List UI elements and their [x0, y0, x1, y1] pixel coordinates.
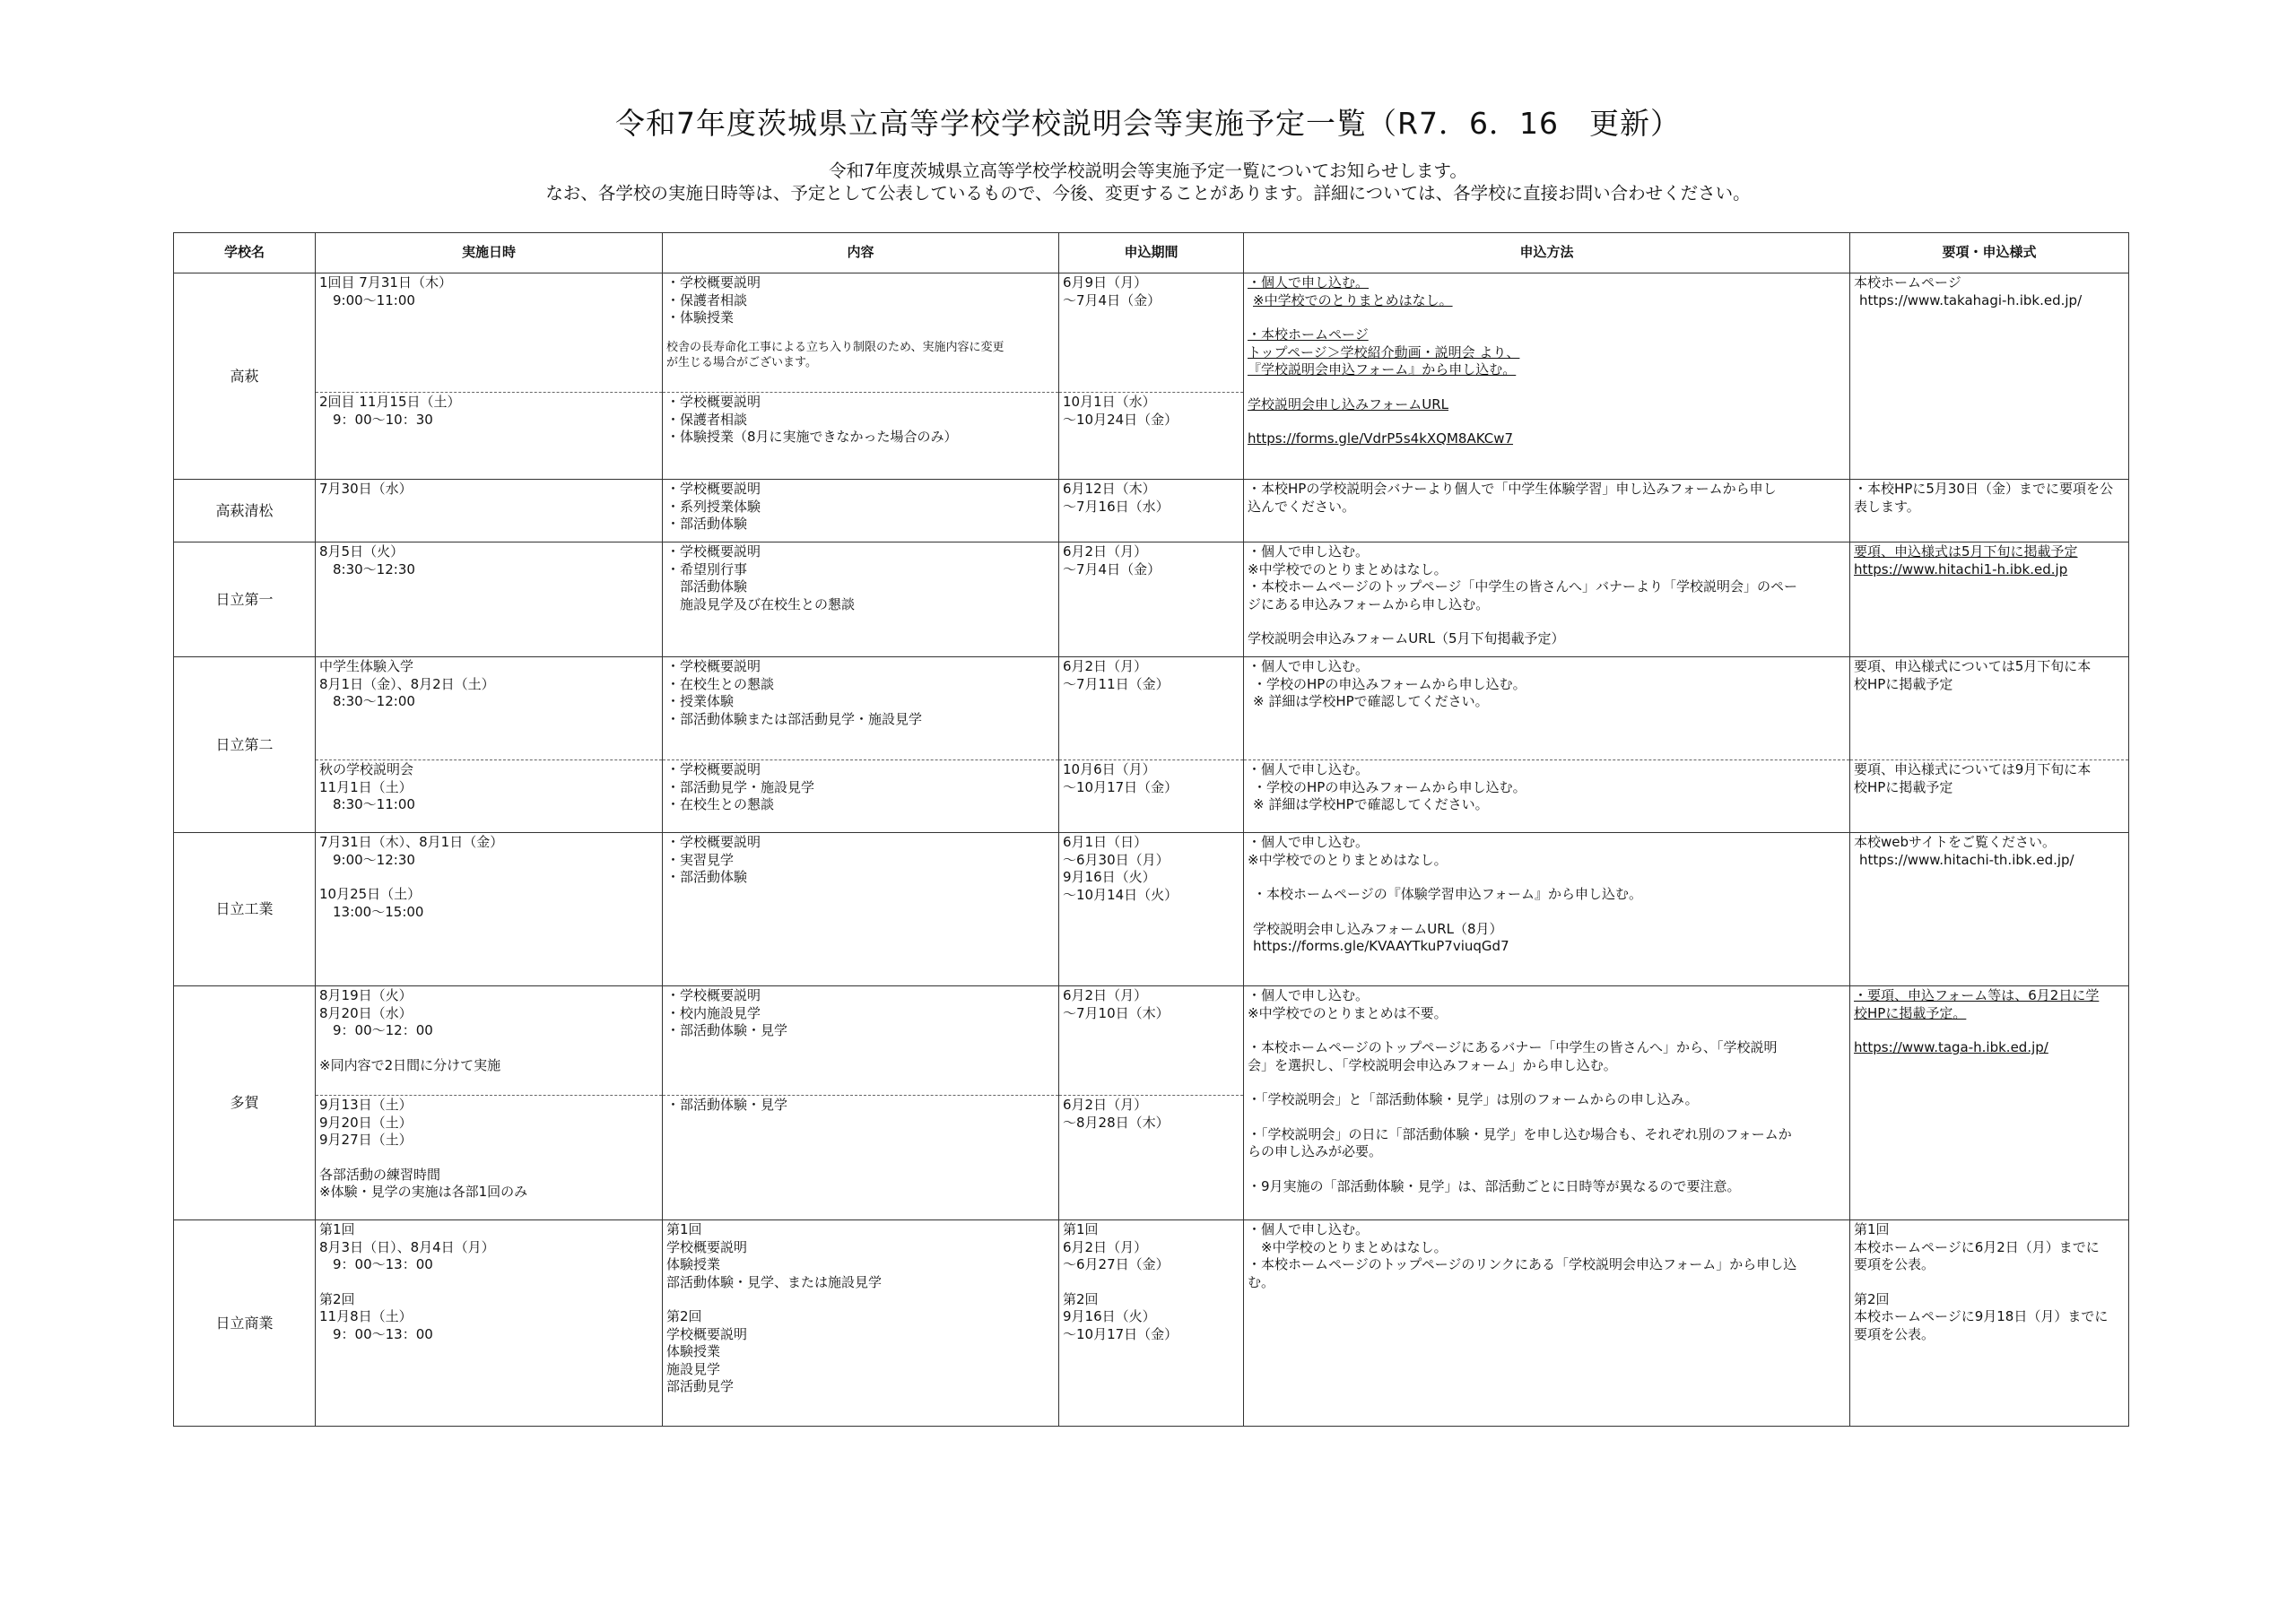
form-link[interactable]: https://forms.gle/KVAAYTkuP7viuqGd7 [1253, 938, 1509, 954]
content-cell: ・学校概要説明 ・在校生との懇談 ・授業体験 ・部活動体験または部活動見学・施設見学 [663, 657, 1059, 760]
content-cell: ・学校概要説明 ・希望別行事 部活動体験 施設見学及び在校生との懇談 [663, 542, 1059, 657]
table-row [174, 1220, 2129, 1427]
method-cell: ・本校HPの学校説明会バナーより個人で「中学生体験学習」申し込みフォームから申し 込んでください。 [1244, 480, 1850, 542]
school-url[interactable]: https://www.hitachi-th.ibk.ed.jp/ [1859, 851, 2074, 868]
method-cell: ・個人で申し込む。 ・学校のHPの申込みフォームから申し込む。 ※ 詳細は学校HPで確認してください。 [1244, 657, 1850, 760]
header-guide: 要項・申込様式 [1850, 233, 2129, 273]
intro-text [0, 160, 2296, 204]
school-name: 多賀 [174, 986, 316, 1220]
content-cell: ・学校概要説明 ・保護者相談 ・体験授業 校舎の長寿命化工事による立ち入り制限のため、実施内容に変更 が生じる場合がございます。 [663, 273, 1059, 393]
school-url[interactable]: https://www.taga-h.ibk.ed.jp/ [1854, 1039, 2048, 1055]
guide-cell: 要項、申込様式は5月下旬に掲載予定 https://www.hitachi1-h.ibk.ed.jp [1850, 542, 2129, 657]
date-cell: 第1回 8月3日（日）、8月4日（月） 9：00～13：00 第2回 11月8日（土） 9：00～13：00 [316, 1220, 663, 1427]
header-content: 内容 [663, 233, 1059, 273]
table-row [174, 833, 2129, 986]
header-method: 申込方法 [1244, 233, 1850, 273]
method-cell: ・個人で申し込む。 ※中学校でのとりまとめはなし。 ・本校ホームページ トップページ＞学校紹介動画・説明会 より、 『学校説明会申込フォーム』から申し込む。 学校説明会申し込みフォームURL https://forms.gle/VdrP5s4kXQM8AKCw7 [1244, 273, 1850, 480]
school-name: 高萩 [174, 273, 316, 480]
period-cell: 6月1日（日） ～6月30日（月） 9月16日（火） ～10月14日（火） [1059, 833, 1244, 986]
guide-cell: 第1回 本校ホームページに6月2日（月）までに 要項を公表。 第2回 本校ホームページに9月18日（月）までに 要項を公表。 [1850, 1220, 2129, 1427]
form-link[interactable]: https://forms.gle/VdrP5s4kXQM8AKCw7 [1248, 430, 1514, 447]
method-cell: ・個人で申し込む。 ・学校のHPの申込みフォームから申し込む。 ※ 詳細は学校HPで確認してください。 [1244, 760, 1850, 833]
date-cell: 7月30日（水） [316, 480, 663, 542]
date-cell: 7月31日（木）、8月1日（金） 9:00～12:30 10月25日（土） 13:00～15:00 [316, 833, 663, 986]
guide-cell: 要項、申込様式については9月下旬に本 校HPに掲載予定 [1850, 760, 2129, 833]
guide-cell: ・本校HPに5月30日（金）までに要項を公 表します。 [1850, 480, 2129, 542]
guide-cell: 本校webサイトをご覧ください。 https://www.hitachi-th.ibk.ed.jp/ [1850, 833, 2129, 986]
method-cell: ・個人で申し込む。 ※中学校のとりまとめはなし。 ・本校ホームページのトップページのリンクにある「学校説明会申込フォーム」から申し込 む。 [1244, 1220, 1850, 1427]
table-row [174, 480, 2129, 542]
period-cell: 6月2日（月） ～7月11日（金） [1059, 657, 1244, 760]
method-cell: ・個人で申し込む。 ※中学校でのとりまとめはなし。 ・本校ホームページの『体験学習申込フォーム』から申し込む。 学校説明会申し込みフォームURL（8月） https://forms.gle/KVAAYTkuP7viuqGd7 [1244, 833, 1850, 986]
guide-cell: ・要項、申込フォーム等は、6月2日に学 校HPに掲載予定。 https://www.taga-h.ibk.ed.jp/ [1850, 986, 2129, 1220]
period-cell: 10月6日（月） ～10月17日（金） [1059, 760, 1244, 833]
school-name: 日立第一 [174, 542, 316, 657]
intro-line: 令和7年度茨城県立高等学校学校説明会等実施予定一覧についてお知らせします。 [829, 161, 1467, 181]
period-cell: 6月9日（月） ～7月4日（金） [1059, 273, 1244, 393]
school-url[interactable]: https://www.hitachi1-h.ibk.ed.jp [1854, 560, 2068, 577]
period-cell: 10月1日（水） ～10月24日（金） [1059, 393, 1244, 480]
date-cell: 8月5日（火） 8:30～12:30 [316, 542, 663, 657]
content-cell: 第1回 学校概要説明 体験授業 部活動体験・見学、または施設見学 第2回 学校概要説明 体験授業 施設見学 部活動見学 [663, 1220, 1059, 1427]
period-cell: 第1回 6月2日（月） ～6月27日（金） 第2回 9月16日（火） ～10月17日（金） [1059, 1220, 1244, 1427]
method-cell: ・個人で申し込む。 ※中学校でのとりまとめはなし。 ・本校ホームページのトップページ「中学生の皆さんへ」バナーより「学校説明会」のペー ジにある申込みフォームから申し込む。 学校説明会申込みフォームURL（5月下旬掲載予定） [1244, 542, 1850, 657]
school-name: 高萩清松 [174, 480, 316, 542]
date-cell: 8月19日（火） 8月20日（水） 9：00～12：00 ※同内容で2日間に分けて実施 [316, 986, 663, 1096]
note-text: 校舎の長寿命化工事による立ち入り制限のため、実施内容に変更 [666, 340, 1004, 354]
note-text: が生じる場合がございます。 [666, 355, 817, 369]
header-period: 申込期間 [1059, 233, 1244, 273]
intro-line: なお、各学校の実施日時等は、予定として公表しているもので、今後、変更することがあります。詳細については、各学校に直接お問い合わせください。 [545, 183, 1751, 204]
content-cell: ・学校概要説明 ・部活動見学・施設見学 ・在校生との懇談 [663, 760, 1059, 833]
period-cell: 6月2日（月） ～8月28日（木） [1059, 1096, 1244, 1220]
table-row [174, 273, 2129, 393]
period-cell: 6月12日（木） ～7月16日（水） [1059, 480, 1244, 542]
period-cell: 6月2日（月） ～7月4日（金） [1059, 542, 1244, 657]
period-cell: 6月2日（月） ～7月10日（木） [1059, 986, 1244, 1096]
page-title: 令和7年度茨城県立高等学校学校説明会等実施予定一覧（R7．6．16 更新） [615, 106, 1681, 141]
guide-cell: 要項、申込様式については5月下旬に本 校HPに掲載予定 [1850, 657, 2129, 760]
table-row [174, 760, 2129, 833]
schedule-table [173, 232, 2129, 1427]
school-url[interactable]: https://www.takahagi-h.ibk.ed.jp/ [1859, 291, 2083, 308]
content-cell: ・部活動体験・見学 [663, 1096, 1059, 1220]
date-cell: 1回目 7月31日（木） 9:00～11:00 [316, 273, 663, 393]
content-cell: ・学校概要説明 ・系列授業体験 ・部活動体験 [663, 480, 1059, 542]
method-cell: ・個人で申し込む。 ※中学校でのとりまとめは不要。 ・本校ホームページのトップページにあるバナー「中学生の皆さんへ」から、「学校説明 会」を選択し、「学校説明会申込みフォーム」から申し込む。 ・「学校説明会」と「部活動体験・見学」は別のフォームからの申し込み。 ・「学校説明会」の日に「部活動体験・見学」を申し込む場合も、それぞれ別のフォームか らの申し込みが必要。 ・9月実施の「部活動体験・見学」は、部活動ごとに日時等が異なるので要注意。 [1244, 986, 1850, 1220]
school-name: 日立工業 [174, 833, 316, 986]
school-name: 日立第二 [174, 657, 316, 833]
table-row [174, 657, 2129, 760]
date-cell: 9月13日（土） 9月20日（土） 9月27日（土） 各部活動の練習時間 ※体験・見学の実施は各部1回のみ [316, 1096, 663, 1220]
header-date: 実施日時 [316, 233, 663, 273]
date-cell: 秋の学校説明会 11月1日（土） 8:30～11:00 [316, 760, 663, 833]
content-cell: ・学校概要説明 ・実習見学 ・部活動体験 [663, 833, 1059, 986]
table-row [174, 542, 2129, 657]
header-school: 学校名 [174, 233, 316, 273]
school-name: 日立商業 [174, 1220, 316, 1427]
table-row [174, 986, 2129, 1096]
content-cell: ・学校概要説明 ・校内施設見学 ・部活動体験・見学 [663, 986, 1059, 1096]
content-cell: ・学校概要説明 ・保護者相談 ・体験授業（8月に実施できなかった場合のみ） [663, 393, 1059, 480]
date-cell: 中学生体験入学 8月1日（金）、8月2日（土） 8:30～12:00 [316, 657, 663, 760]
date-cell: 2回目 11月15日（土） 9：00～10：30 [316, 393, 663, 480]
table-header-row [174, 233, 2129, 273]
guide-cell: 本校ホームページ https://www.takahagi-h.ibk.ed.jp/ [1850, 273, 2129, 480]
